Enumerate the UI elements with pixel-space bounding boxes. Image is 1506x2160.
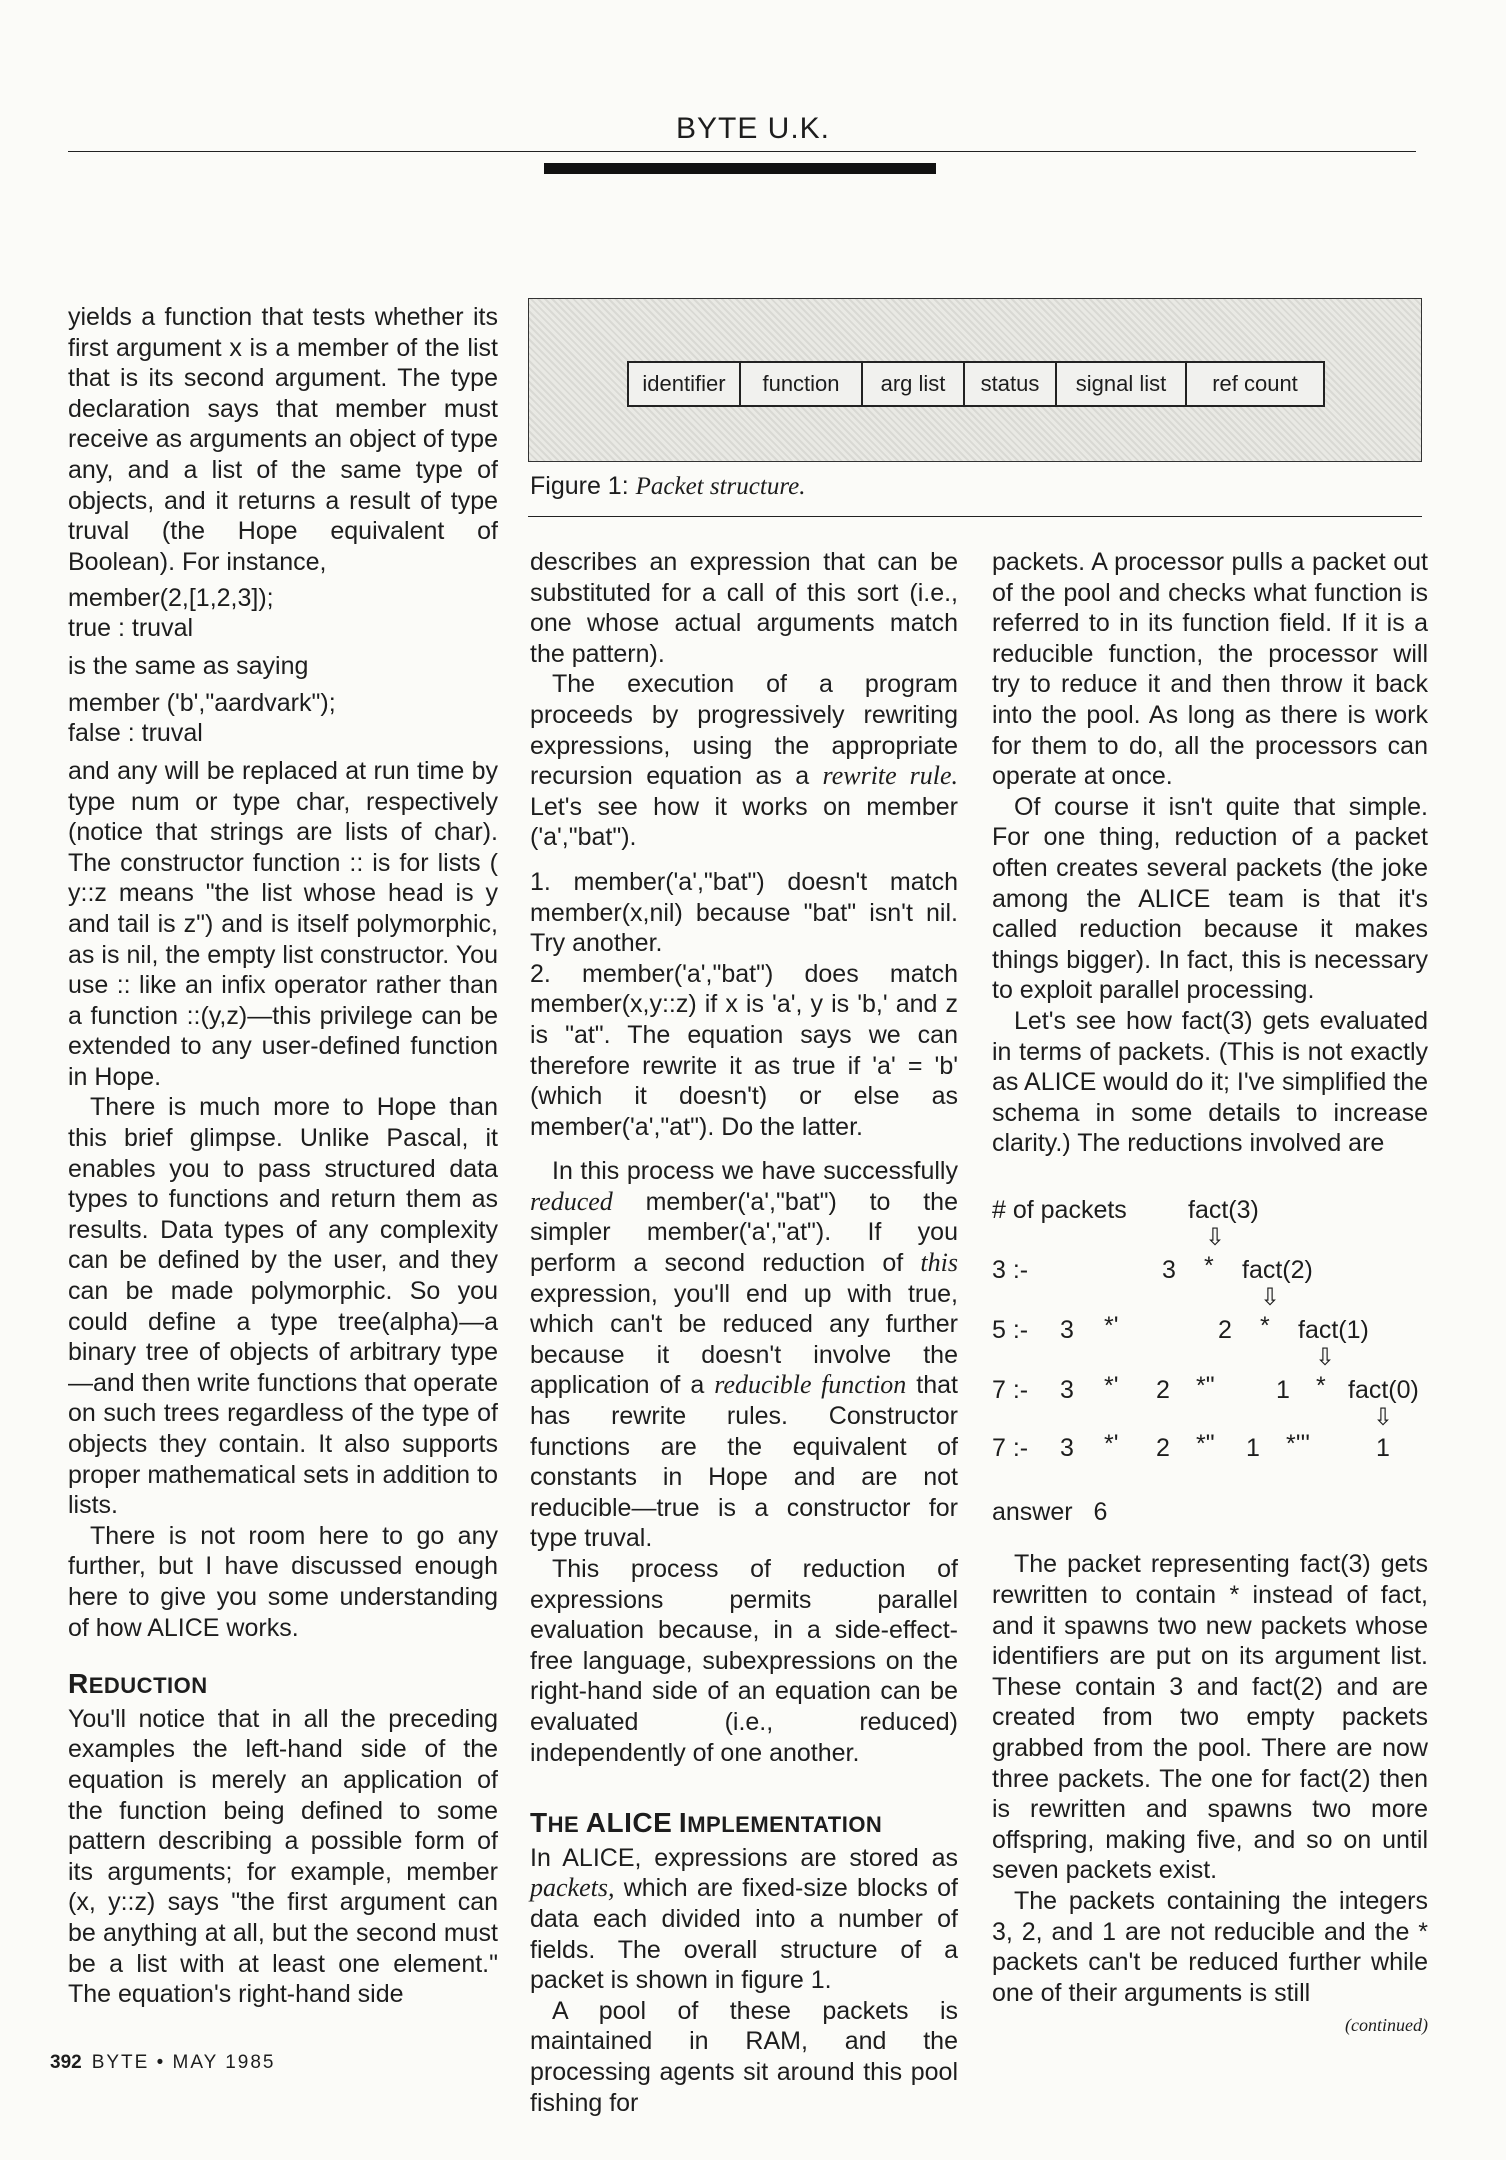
code-example: [68, 688, 498, 748]
packet-field-function: function: [741, 363, 863, 405]
tree-node: 2: [1156, 1375, 1170, 1404]
paragraph: Let's see how fact(3) gets evaluated in terms of packets. (This is not exactly as ALICE would do it; I've simplified the schema in some details to increase clarity.) The reductions involved are: [992, 1006, 1428, 1158]
tree-node: 1: [1246, 1433, 1260, 1462]
packet-field-status: status: [965, 363, 1057, 405]
tree-node: 3: [1060, 1375, 1074, 1404]
paragraph: A pool of these packets is maintained in RAM, and the processing agents sit around this pool fishing for: [530, 1996, 958, 2117]
answer-line: [992, 1497, 1428, 1528]
code-line: false : truval: [68, 718, 203, 747]
tree-node: *: [1204, 1251, 1214, 1280]
tree-header-label: # of packets: [992, 1195, 1127, 1224]
down-arrow-icon: ⇩: [1205, 1223, 1226, 1251]
column-2: [530, 547, 958, 2118]
tree-node: 1: [1276, 1375, 1290, 1404]
paragraph: packets. A processor pulls a packet out of the pool and checks what function is referred to in its function field. If it is a reducible function, the processor will try to reduce it and then throw it back into the pool. As long as there is work for them to do, all the processors can operate at once.: [992, 548, 1428, 791]
code-example: [68, 583, 498, 643]
paragraph: The execution of a program proceeds by progressively rewriting expressions, using the appropriate recursion equation as a rewrite rule. Let's see how it works on member ('a',"bat").: [530, 670, 958, 852]
packet-field-signal-list: signal list: [1057, 363, 1187, 405]
code-line: true : truval: [68, 614, 194, 643]
code-line: member ('b',"aardvark");: [68, 688, 336, 717]
figure-caption-label: Figure 1:: [530, 472, 629, 500]
code-line: member(2,[1,2,3]);: [68, 584, 274, 613]
paragraph: is the same as saying: [68, 652, 309, 681]
continued-note: (continued): [1345, 2015, 1428, 2036]
figure-packet-structure: [528, 298, 1422, 462]
answer-label: answer: [992, 1497, 1073, 1526]
running-header: BYTE U.K.: [675, 112, 831, 145]
section-heading-alice-implementation: THE ALICE IMPLEMENTATION: [530, 1807, 883, 1839]
tree-node: 1: [1376, 1433, 1390, 1462]
tree-node: 3: [1060, 1315, 1074, 1344]
list-item: 2. member('a',"bat") does match member(x,y::z) if x is 'a', y is 'b,' and z is "at". The equation says we can therefore rewrite it as true if 'a' = 'b' (which it doesn't) or else as member('a',"at"). Do the latter.: [530, 959, 958, 1141]
header-bar: [544, 163, 936, 174]
tree-row-label: 5 :-: [992, 1315, 1029, 1344]
paragraph: There is not room here to go any further, but I have discussed enough here to give you some understanding of how ALICE works.: [68, 1521, 498, 1642]
tree-node: fact(2): [1242, 1255, 1313, 1284]
down-arrow-icon: ⇩: [1260, 1283, 1281, 1311]
tree-node: 2: [1218, 1315, 1232, 1344]
tree-node: *": [1196, 1371, 1215, 1400]
paragraph: Of course it isn't quite that simple. For one thing, reduction of a packet often creates several packets (the joke among the ALICE team is that it's called reduction because it makes things bigger). In fact, this is necessary to exploit parallel processing.: [992, 792, 1428, 1005]
paragraph: describes an expression that can be substituted for a call of this sort (i.e., one whose actual arguments match the pattern).: [530, 548, 958, 668]
paragraph: There is much more to Hope than this brief glimpse. Unlike Pascal, it enables you to pass structured data types to functions and return them as results. Data types of any complexity can be defined by the user, and they can be made polymorphic. So you could define a type tree(alpha)—a binary tree of objects of arbitrary type—and then write functions that operate on such trees regardless of the type of objects they contain. It also supports proper mathematical sets in addition to lists.: [68, 1093, 498, 1520]
tree-row-label: 7 :-: [992, 1433, 1029, 1462]
tree-node: *": [1196, 1429, 1215, 1458]
tree-node: 3: [1060, 1433, 1074, 1462]
tree-node: fact(0): [1348, 1375, 1419, 1404]
answer-value: 6: [1093, 1497, 1108, 1526]
tree-node: *: [1260, 1311, 1270, 1340]
list-item: 1. member('a',"bat") doesn't match member(x,nil) because "bat" isn't nil. Try another.: [530, 867, 958, 958]
figure-caption: [530, 472, 805, 501]
packet-field-identifier: identifier: [629, 363, 741, 405]
footer-text: BYTE • MAY 1985: [91, 2052, 276, 2073]
figure-caption-text: Packet structure.: [635, 473, 806, 500]
tree-root: fact(3): [1188, 1195, 1259, 1224]
tree-node: *: [1316, 1371, 1326, 1400]
tree-row-label: 3 :-: [992, 1255, 1029, 1284]
tree-node: 2: [1156, 1433, 1170, 1462]
packet-field-row: [627, 361, 1325, 407]
paragraph: This process of reduction of expressions permits parallel evaluation because, in a side-effect-free language, subexpressions on the right-hand side of an equation can be evaluated (i.e., reduced) independently of one another.: [530, 1555, 958, 1767]
figure-rule: [528, 516, 1422, 517]
packet-reduction-diagram: [992, 1167, 1428, 1497]
section-heading-reduction: REDUCTION: [68, 1668, 208, 1700]
down-arrow-icon: ⇩: [1315, 1343, 1336, 1371]
tree-node: 3: [1162, 1255, 1176, 1284]
down-arrow-icon: ⇩: [1373, 1403, 1394, 1431]
paragraph: The packet representing fact(3) gets rewritten to contain * instead of fact, and it spawns two new packets whose identifiers are put on its argument list. These contain 3 and fact(2) and are created from two empty packets grabbed from the pool. There are now three packets. The one for fact(2) then is rewritten and spawns two more offspring, making five, and so on until seven packets exist.: [992, 1550, 1428, 1885]
paragraph: In this process we have successfully reduced member('a',"bat") to the simpler member('a',"at"). If you perform a second reduction of this expression, you'll end up with true, which can't be reduced any further because it doesn't involve the application of a reducible function that has rewrite rules. Constructor functions are the equivalent of constants in Hope and are not reducible—true is a constructor for type truval.: [530, 1157, 958, 1553]
page-number: 392: [50, 2052, 82, 2073]
column-1: [68, 302, 498, 2010]
tree-node: *': [1104, 1311, 1119, 1340]
tree-node: fact(1): [1298, 1315, 1369, 1344]
paragraph: You'll notice that in all the preceding examples the left-hand side of the equation is merely an application of the function being defined to some pattern describing a possible form of its arguments; for example, member (x, y::z) says "the first argument can be anything at all, but the second must be a list with at least one element." The equation's right-hand side: [68, 1704, 498, 2009]
tree-node: *''': [1286, 1429, 1311, 1458]
packet-field-arg-list: arg list: [863, 363, 965, 405]
paragraph: and any will be replaced at run time by type num or type char, respectively (notice that strings are lists of char). The constructor function :: is for lists ( y::z means "the list whose head is y and tail is z") and is itself polymorphic, as is nil, the empty list constructor. You use :: like an infix operator rather than a function ::(y,z)—this privilege can be extended to any user-defined function in Hope.: [68, 756, 498, 1091]
paragraph: The packets containing the integers 3, 2, and 1 are not reducible and the * packets can't be reduced further while one of their arguments is still: [992, 1887, 1428, 2007]
header-rule: [68, 151, 1416, 152]
column-3: [992, 547, 1428, 2041]
tree-node: *': [1104, 1429, 1119, 1458]
paragraph: yields a function that tests whether its first argument x is a member of the list that is its second argument. The type declaration says that member must receive as arguments an object of type any, and a list of the same type of objects, and it returns a result of type truval (the Hope equivalent of Boolean). For instance,: [68, 303, 498, 576]
page-footer: [50, 2052, 276, 2074]
tree-node: *': [1104, 1371, 1119, 1400]
tree-row-label: 7 :-: [992, 1375, 1029, 1404]
paragraph: In ALICE, expressions are stored as packets, which are fixed-size blocks of data each divided into a number of fields. The overall structure of a packet is shown in figure 1.: [530, 1843, 958, 1995]
packet-field-ref-count: ref count: [1212, 371, 1298, 396]
